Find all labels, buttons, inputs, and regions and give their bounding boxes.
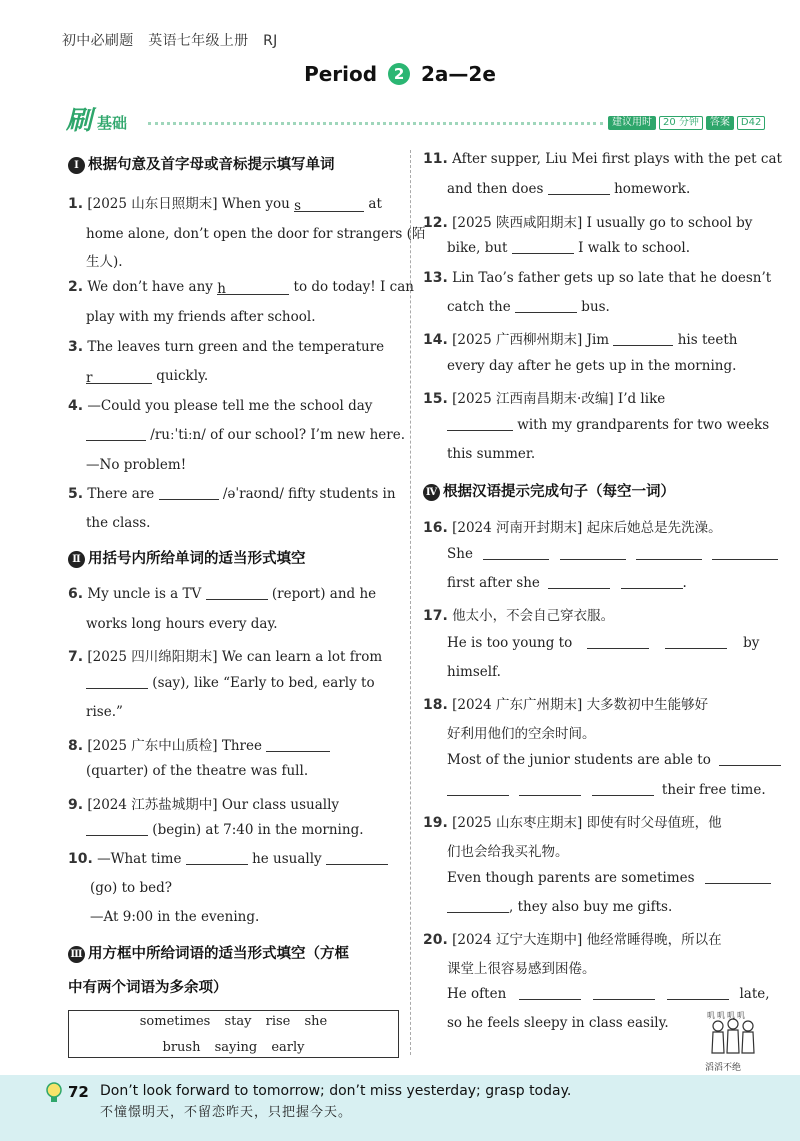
section-4-icon: Ⅳ	[423, 484, 440, 501]
answer-blank[interactable]	[86, 675, 148, 689]
brand-logo: 刷	[66, 106, 93, 136]
question-17: 17. 他太小，不会自己穿衣服。	[423, 608, 615, 624]
question-6: 6. My uncle is a TV (report) and he	[68, 586, 377, 602]
answer-blank[interactable]	[613, 332, 673, 346]
book-title: 初中必刷题	[62, 33, 134, 49]
answer-blank[interactable]	[447, 417, 513, 431]
question-20-line3: He often late,	[447, 986, 770, 1002]
question-10-line3: —At 9:00 in the evening.	[90, 909, 260, 925]
question-1-line2: home alone, don’t open the door for strangers (陌	[86, 226, 426, 242]
question-9-line2: (begin) at 7:40 in the morning.	[86, 822, 364, 838]
question-6-line2: works long hours every day.	[86, 616, 278, 632]
question-19-line2: 们也会给我买礼物。	[447, 844, 569, 860]
answer-blank[interactable]	[705, 870, 771, 884]
section-3-icon: Ⅲ	[68, 946, 85, 963]
answer-blank[interactable]	[186, 851, 248, 865]
answer-label: 答案	[706, 116, 734, 130]
question-4-line2: /ruːˈtiːn/ of our school? I’m new here.	[86, 427, 405, 443]
question-12-line2: bike, but I walk to school.	[447, 240, 690, 256]
question-20-line2: 课堂上很容易感到困倦。	[447, 961, 596, 977]
question-7-line3: rise.”	[86, 704, 123, 720]
edition-label: RJ	[263, 33, 278, 49]
question-19: 19. [2025 山东枣庄期末] 即使有时父母值班，他	[423, 815, 722, 831]
question-16-line3: first after she .	[447, 575, 687, 591]
period-label: Period	[304, 62, 378, 86]
answer-blank[interactable]	[447, 782, 509, 796]
answer-blank[interactable]	[548, 181, 610, 195]
question-9: 9. [2024 江苏盐城期中] Our class usually	[68, 797, 340, 813]
answer-blank[interactable]	[621, 575, 683, 589]
answer-blank[interactable]	[719, 752, 781, 766]
answer-blank[interactable]	[519, 782, 581, 796]
question-8: 8. [2025 广东中山质检] Three	[68, 734, 330, 754]
answer-page: D42	[737, 116, 765, 130]
answer-blank[interactable]	[548, 575, 610, 589]
question-5: 5. There are /əˈraʊnd/ fifty students in	[68, 486, 396, 502]
question-4-line3: —No problem!	[86, 457, 187, 473]
answer-blank[interactable]	[483, 546, 549, 560]
section-3-heading: Ⅲ 用方框中所给词语的适当形式填空（方框	[68, 942, 349, 963]
question-13: 13. Lin Tao’s father gets up so late that he doesn’t	[423, 270, 772, 286]
period-number-badge: 2	[388, 63, 410, 85]
question-16: 16. [2024 河南开封期末] 起床后她总是先洗澡。	[423, 520, 722, 536]
section-3-heading-line2: 中有两个词语为多余项）	[68, 980, 228, 996]
question-4: 4. —Could you please tell me the school day	[68, 398, 373, 414]
question-3-line2: r quickly.	[86, 368, 209, 386]
book-header	[62, 30, 288, 50]
answer-blank[interactable]	[266, 738, 330, 752]
page-number: 72	[68, 1083, 89, 1101]
question-7-line2: (say), like “Early to bed, early to	[86, 675, 375, 691]
question-18: 18. [2024 广东广州期末] 大多数初中生能够好	[423, 697, 709, 713]
question-19-line4: , they also buy me gifts.	[447, 899, 672, 915]
answer-blank[interactable]	[712, 546, 778, 560]
question-5-line2: the class.	[86, 515, 151, 531]
question-15-line2: with my grandparents for two weeks	[447, 417, 769, 433]
subject-label: 英语七年级上册	[148, 33, 249, 49]
brand-subtitle: 基础	[97, 114, 128, 132]
answer-blank[interactable]	[447, 899, 509, 913]
question-10-line2: (go) to bed?	[90, 880, 172, 896]
question-11-line2: and then does homework.	[447, 181, 691, 197]
question-20-line4: so he feels sleepy in class easily.	[447, 1015, 669, 1031]
answer-blank[interactable]: s	[294, 198, 364, 212]
question-20: 20. [2024 辽宁大连期中] 他经常睡得晚，所以在	[423, 932, 722, 948]
section-2-heading: Ⅱ 用括号内所给单词的适当形式填空	[68, 547, 306, 568]
question-15-line3: this summer.	[447, 446, 536, 462]
question-1-line3: 生人).	[86, 254, 123, 270]
footer-quote-en: Don’t look forward to tomorrow; don’t miss yesterday; grasp today.	[100, 1083, 572, 1099]
cartoon-figures-icon	[703, 1008, 763, 1058]
answer-blank[interactable]	[587, 635, 649, 649]
answer-blank[interactable]	[86, 822, 148, 836]
answer-blank[interactable]	[560, 546, 626, 560]
answer-blank[interactable]	[326, 851, 388, 865]
section-2-icon: Ⅱ	[68, 551, 85, 568]
question-14-line2: every day after he gets up in the morning.	[447, 358, 737, 374]
question-13-line2: catch the bus.	[447, 299, 610, 315]
answer-blank[interactable]	[593, 986, 655, 1000]
word-box-row-1: sometimes stay rise she	[139, 1014, 328, 1029]
lightbulb-icon	[44, 1081, 64, 1105]
answer-blank[interactable]	[206, 586, 268, 600]
period-title	[0, 62, 800, 86]
question-3: 3. The leaves turn green and the temperature	[68, 339, 385, 355]
cartoon-caption: 滔滔不绝	[705, 1063, 742, 1073]
question-12: 12. [2025 陕西咸阳期末] I usually go to school by	[423, 215, 753, 231]
question-17-line2: He is too young to by	[447, 635, 760, 651]
answer-blank[interactable]	[665, 635, 727, 649]
answer-blank[interactable]	[636, 546, 702, 560]
question-2-line2: play with my friends after school.	[86, 309, 316, 325]
question-1: 1. [2025 山东日照期末] When you s at	[68, 196, 382, 214]
question-15: 15. [2025 江西南昌期末·改编] I’d like	[423, 391, 666, 407]
question-18-line3: Most of the junior students are able to	[447, 752, 781, 768]
question-11: 11. After supper, Liu Mei first plays with the pet cat	[423, 151, 782, 167]
section-1-heading: Ⅰ 根据句意及首字母或音标提示填写单词	[68, 153, 335, 174]
answer-blank[interactable]	[667, 986, 729, 1000]
question-19-line3: Even though parents are sometimes	[447, 870, 771, 886]
answer-blank[interactable]	[86, 427, 146, 441]
word-box	[68, 1010, 399, 1058]
question-14: 14. [2025 广西柳州期末] Jim his teeth	[423, 332, 738, 348]
word-box-row-2: brush saying early	[162, 1040, 305, 1055]
cartoon-bubbles: 叽叽叽叽	[707, 1011, 747, 1020]
answer-blank[interactable]	[519, 986, 581, 1000]
question-17-line3: himself.	[447, 664, 501, 680]
time-value: 20 分钟	[659, 116, 703, 130]
question-18-line2: 好利用他们的空余时间。	[447, 726, 596, 742]
answer-blank[interactable]: h	[217, 281, 289, 295]
question-16-line2: She	[447, 546, 778, 562]
answer-blank[interactable]: r	[86, 370, 152, 384]
question-7: 7. [2025 四川绵阳期末] We can learn a lot from	[68, 649, 383, 665]
period-range: 2a—2e	[421, 62, 496, 86]
question-2: 2. We don’t have any h to do today! I can	[68, 279, 414, 297]
answer-blank[interactable]	[592, 782, 654, 796]
time-answer-box	[608, 116, 765, 130]
question-10: 10. —What time he usually	[68, 851, 388, 867]
answer-blank[interactable]	[512, 240, 574, 254]
section-1-icon: Ⅰ	[68, 157, 85, 174]
answer-blank[interactable]	[159, 486, 219, 500]
footer-quote-zh: 不憧憬明天，不留恋昨天，只把握今天。	[100, 1105, 353, 1120]
header-dotted-line	[148, 122, 603, 125]
time-label: 建议用时	[608, 116, 656, 130]
answer-blank[interactable]	[515, 299, 577, 313]
section-4-heading: Ⅳ 根据汉语提示完成句子（每空一词）	[423, 480, 675, 501]
question-18-line4: their free time.	[447, 782, 766, 798]
question-8-line2: (quarter) of the theatre was full.	[86, 763, 309, 779]
